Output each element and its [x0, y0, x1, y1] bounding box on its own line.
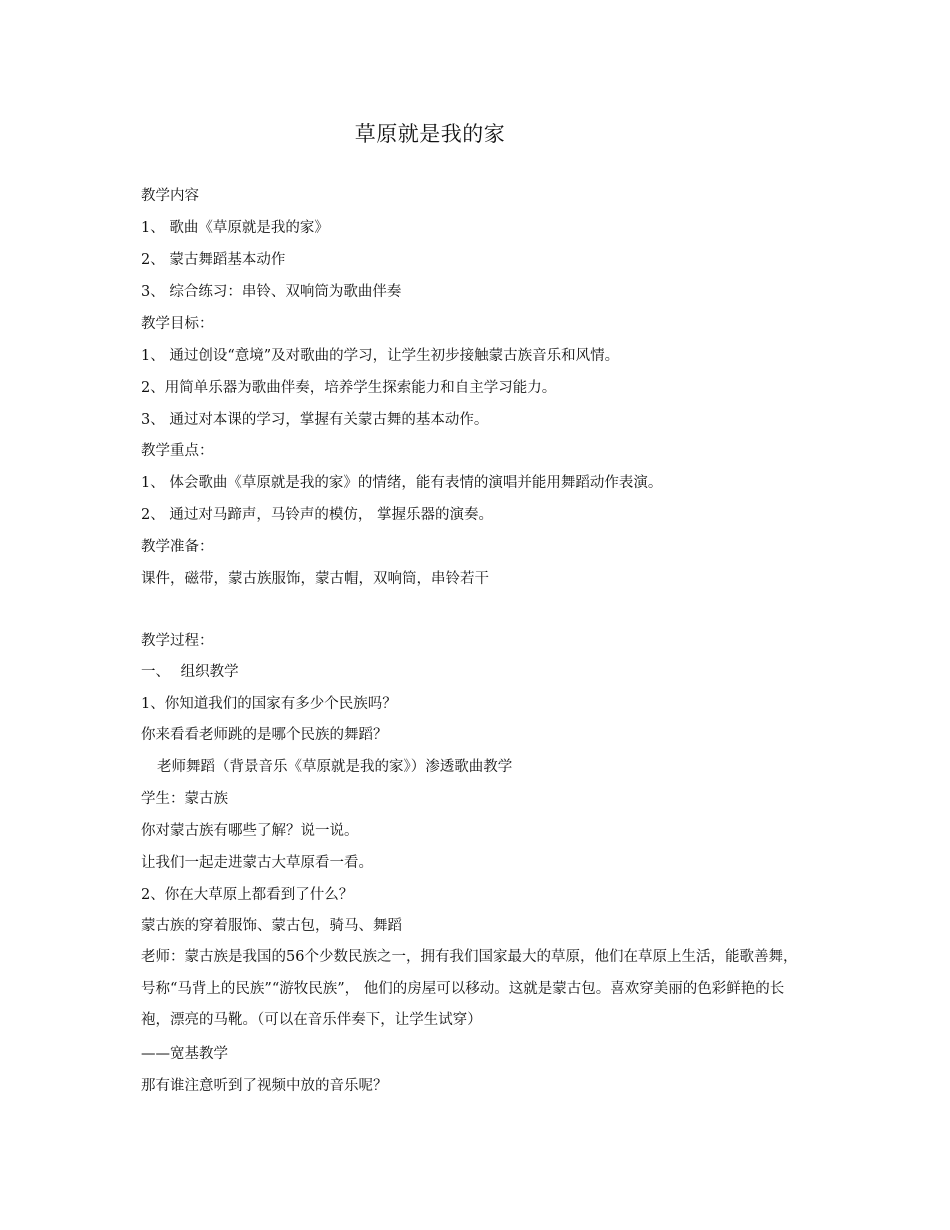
statement-1: 让我们一起走进蒙古大草原看一看。 [141, 855, 373, 871]
content-item-2: 2、 蒙古舞蹈基本动作 [141, 252, 286, 268]
heading-preparation: 教学准备： [141, 539, 214, 555]
process-step-1: 一、 组织教学 [141, 664, 239, 680]
key-point-1: 1、 体会歌曲《草原就是我的家》的情绪，能有表情的演唱并能用舞蹈动作表演。 [141, 475, 663, 491]
question-5: 那有谁注意听到了视频中放的音乐呢？ [141, 1078, 388, 1094]
heading-content: 教学内容 [141, 188, 199, 204]
question-1: 1、你知道我们的国家有多少个民族吗？ [141, 696, 397, 712]
preparation-items: 课件，磁带，蒙古族服饰，蒙古帽，双响筒，串铃若干 [141, 571, 489, 587]
heading-process: 教学过程： [141, 633, 214, 649]
question-2: 你来看看老师跳的是哪个民族的舞蹈？ [141, 727, 388, 743]
content-item-3: 3、 综合练习：串铃、双响筒为歌曲伴奏 [141, 284, 402, 300]
student-answer: 学生：蒙古族 [141, 791, 228, 807]
content-item-1: 1、 歌曲《草原就是我的家》 [141, 220, 329, 236]
goal-item-1: 1、 通过创设“意境”及对歌曲的学习，让学生初步接触蒙古族音乐和风情。 [141, 348, 620, 364]
answer-2: 蒙古族的穿着服饰、蒙古包，骑马、舞蹈 [141, 918, 402, 934]
teacher-paragraph: 老师：蒙古族是我国的56个少数民族之一，拥有我们国家最大的草原，他们在草原上生活，能歌善舞，号称“马背上的民族”“游牧民族”， 他们的房屋可以移动。这就是蒙古包。喜欢穿美丽的色彩鲜艳的长袍，漂亮的马靴。（可以在音乐伴奏下，让学生试穿） [141, 949, 798, 1028]
document-title: 草原就是我的家 [354, 122, 506, 146]
key-point-2: 2、 通过对马蹄声，马铃声的模仿， 掌握乐器的演奏。 [141, 507, 493, 523]
goal-item-2: 2、用简单乐器为歌曲伴奏，培养学生探索能力和自主学习能力。 [141, 380, 557, 396]
question-4: 2、你在大草原上都看到了什么？ [141, 887, 354, 903]
heading-goals: 教学目标： [141, 316, 214, 332]
goal-item-3: 3、 通过对本课的学习，掌握有关蒙古舞的基本动作。 [141, 412, 489, 428]
question-3: 你对蒙古族有哪些了解？说一说。 [141, 823, 359, 839]
teacher-dance-note: 老师舞蹈（背景音乐《草原就是我的家》）渗透歌曲教学 [157, 759, 513, 775]
section-note: ——宽基教学 [141, 1046, 228, 1062]
heading-key-points: 教学重点： [141, 443, 214, 459]
